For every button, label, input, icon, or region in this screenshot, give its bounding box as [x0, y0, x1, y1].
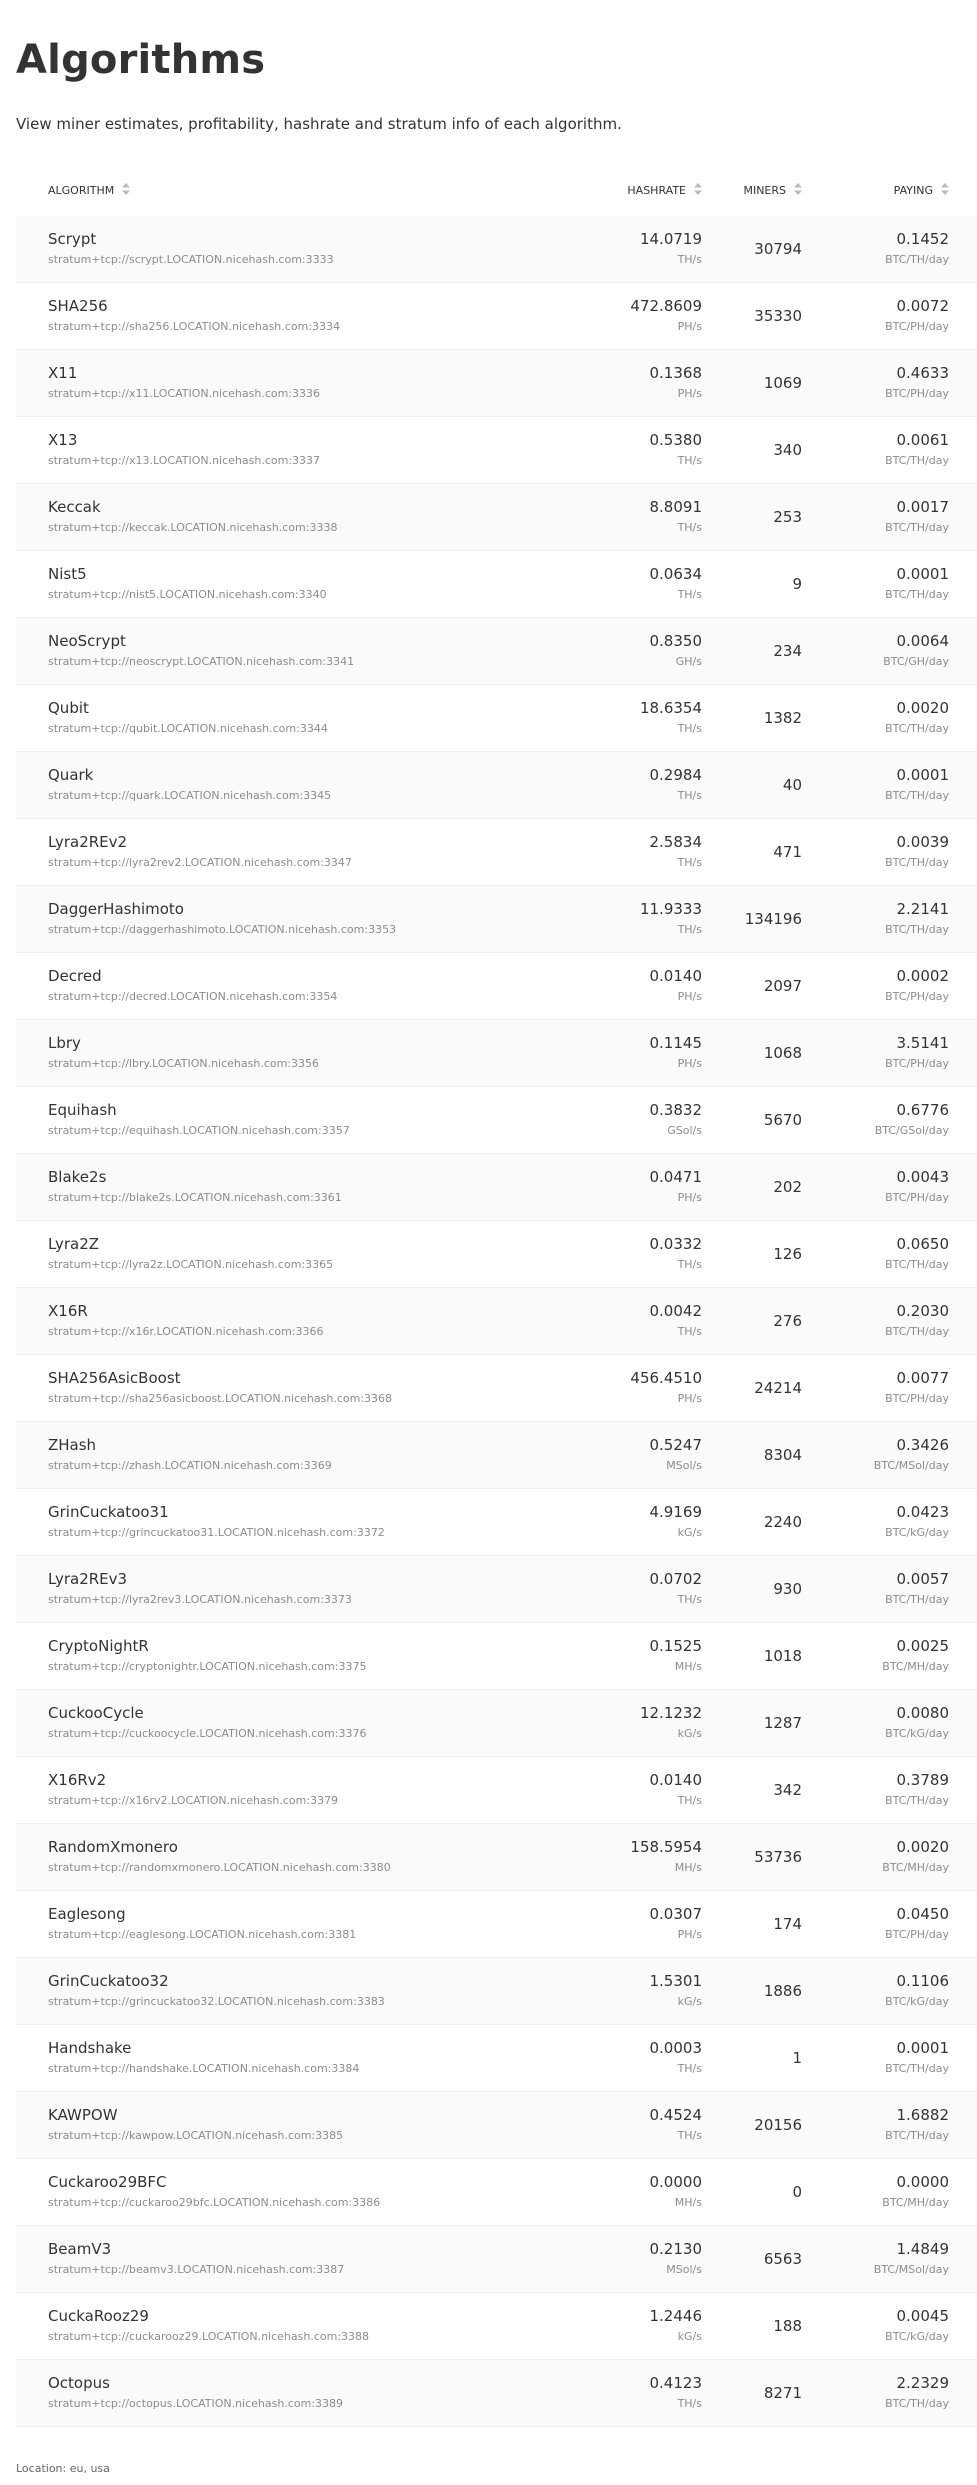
- hashrate-unit: MH/s: [674, 2196, 702, 2209]
- miners-count: 1069: [763, 374, 802, 392]
- stratum-url[interactable]: stratum+tcp://equihash.LOCATION.nicehash.com:3357: [48, 1124, 350, 1137]
- paying-value: 0.2030: [896, 1302, 949, 1320]
- paying-value: 0.3426: [896, 1436, 949, 1454]
- stratum-url[interactable]: stratum+tcp://lbry.LOCATION.nicehash.com:3356: [48, 1057, 320, 1070]
- hashrate-unit: PH/s: [677, 1928, 702, 1941]
- table-row[interactable]: [16, 1422, 977, 1489]
- algorithm-name: Lyra2REv3: [48, 1570, 128, 1588]
- hashrate-value: 0.3832: [649, 1101, 702, 1119]
- hashrate-value: 0.0332: [649, 1235, 702, 1253]
- stratum-url[interactable]: stratum+tcp://quark.LOCATION.nicehash.com:3345: [48, 789, 332, 802]
- table-row[interactable]: [16, 1221, 977, 1288]
- hashrate-value: 0.4524: [649, 2106, 702, 2124]
- sort-updown-icon: [694, 183, 702, 195]
- miners-count: 2240: [763, 1513, 802, 1531]
- paying-unit: BTC/TH/day: [885, 253, 949, 266]
- hashrate-value: 0.0471: [649, 1168, 702, 1186]
- miners-count: 20156: [754, 2116, 802, 2134]
- table-row[interactable]: [16, 1757, 977, 1824]
- hashrate-unit: TH/s: [677, 789, 702, 802]
- algorithm-name: Decred: [48, 967, 102, 985]
- hashrate-value: 0.5247: [649, 1436, 702, 1454]
- table-row[interactable]: [16, 350, 977, 417]
- hashrate-unit: MSol/s: [666, 1459, 702, 1472]
- paying-value: 0.0077: [896, 1369, 949, 1387]
- hashrate-unit: TH/s: [677, 722, 702, 735]
- header-paying-label: PAYING: [893, 184, 933, 197]
- paying-unit: BTC/MH/day: [882, 2196, 949, 2209]
- stratum-url[interactable]: stratum+tcp://grincuckatoo31.LOCATION.nicehash.com:3372: [48, 1526, 385, 1539]
- paying-value: 0.0043: [896, 1168, 949, 1186]
- paying-value: 0.0650: [896, 1235, 949, 1253]
- stratum-url[interactable]: stratum+tcp://nist5.LOCATION.nicehash.com:3340: [48, 588, 327, 601]
- paying-unit: BTC/MSol/day: [873, 1459, 949, 1472]
- page-description: View miner estimates, profitability, hashrate and stratum info of each algorithm.: [16, 115, 622, 133]
- paying-value: 0.0064: [896, 632, 949, 650]
- miners-count: 30794: [754, 240, 802, 258]
- table-row[interactable]: [16, 1824, 977, 1891]
- algorithm-name: Octopus: [48, 2374, 110, 2392]
- hashrate-unit: TH/s: [677, 1258, 702, 1271]
- paying-unit: BTC/TH/day: [885, 2129, 949, 2142]
- paying-value: 0.0020: [896, 699, 949, 717]
- miners-count: 134196: [744, 910, 802, 928]
- algorithm-name: Lyra2Z: [48, 1235, 100, 1253]
- miners-count: 53736: [754, 1848, 802, 1866]
- algorithm-name: KAWPOW: [48, 2106, 118, 2124]
- stratum-url[interactable]: stratum+tcp://randomxmonero.LOCATION.nicehash.com:3380: [48, 1861, 391, 1874]
- paying-unit: BTC/kG/day: [885, 2330, 949, 2343]
- table-row[interactable]: [16, 1690, 977, 1757]
- hashrate-value: 0.8350: [649, 632, 702, 650]
- stratum-url[interactable]: stratum+tcp://x11.LOCATION.nicehash.com:3336: [48, 387, 321, 400]
- paying-value: 0.0001: [896, 766, 949, 784]
- sort-by-miners-header[interactable]: [743, 170, 802, 216]
- hashrate-value: 456.4510: [630, 1369, 702, 1387]
- hashrate-value: 14.0719: [639, 230, 702, 248]
- miners-count: 2097: [763, 977, 802, 995]
- hashrate-value: 0.0634: [649, 565, 702, 583]
- table-row[interactable]: [16, 1958, 977, 2025]
- algorithm-name: Scrypt: [48, 230, 97, 248]
- hashrate-value: 4.9169: [649, 1503, 702, 1521]
- paying-unit: BTC/PH/day: [885, 1928, 949, 1941]
- paying-value: 0.0057: [896, 1570, 949, 1588]
- hashrate-value: 0.1145: [649, 1034, 702, 1052]
- paying-unit: BTC/PH/day: [885, 990, 949, 1003]
- hashrate-value: 1.2446: [649, 2307, 702, 2325]
- miners-count: 188: [773, 2317, 802, 2335]
- sort-updown-icon: [941, 183, 949, 195]
- table-row[interactable]: [16, 1020, 977, 1087]
- table-row[interactable]: [16, 2226, 977, 2293]
- hashrate-value: 0.1525: [649, 1637, 702, 1655]
- table-row[interactable]: [16, 216, 977, 283]
- algorithm-name: SHA256AsicBoost: [48, 1369, 181, 1387]
- hashrate-unit: TH/s: [677, 1593, 702, 1606]
- algorithm-name: RandomXmonero: [48, 1838, 178, 1856]
- sort-by-hashrate-header[interactable]: [627, 170, 702, 216]
- table-row[interactable]: [16, 1154, 977, 1221]
- stratum-url[interactable]: stratum+tcp://kawpow.LOCATION.nicehash.com:3385: [48, 2129, 344, 2142]
- paying-unit: BTC/PH/day: [885, 320, 949, 333]
- algorithm-name: X13: [48, 431, 78, 449]
- sort-updown-icon: [122, 183, 130, 195]
- miners-count: 0: [792, 2183, 802, 2201]
- miners-count: 234: [773, 642, 802, 660]
- hashrate-unit: PH/s: [677, 1057, 702, 1070]
- hashrate-value: 0.0140: [649, 967, 702, 985]
- table-row[interactable]: [16, 618, 977, 685]
- paying-unit: BTC/kG/day: [885, 1995, 949, 2008]
- paying-unit: BTC/MSol/day: [873, 2263, 949, 2276]
- algorithms-table: [16, 170, 977, 2427]
- hashrate-unit: TH/s: [677, 454, 702, 467]
- table-row[interactable]: [16, 2293, 977, 2360]
- table-row[interactable]: [16, 2092, 977, 2159]
- miners-count: 1886: [763, 1982, 802, 2000]
- paying-value: 3.5141: [896, 1034, 949, 1052]
- table-header: [16, 170, 977, 216]
- paying-value: 0.0025: [896, 1637, 949, 1655]
- stratum-url[interactable]: stratum+tcp://sha256asicboost.LOCATION.nicehash.com:3368: [48, 1392, 393, 1405]
- table-row[interactable]: [16, 1556, 977, 1623]
- paying-value: 0.0001: [896, 565, 949, 583]
- algorithm-name: X16R: [48, 1302, 88, 1320]
- miners-count: 253: [773, 508, 802, 526]
- stratum-url[interactable]: stratum+tcp://zhash.LOCATION.nicehash.com:3369: [48, 1459, 332, 1472]
- hashrate-unit: TH/s: [677, 1794, 702, 1807]
- algorithm-name: Cuckaroo29BFC: [48, 2173, 167, 2191]
- paying-value: 0.6776: [896, 1101, 949, 1119]
- stratum-url[interactable]: stratum+tcp://cryptonightr.LOCATION.nicehash.com:3375: [48, 1660, 367, 1673]
- header-miners-label: MINERS: [743, 184, 786, 197]
- paying-unit: BTC/TH/day: [885, 923, 949, 936]
- paying-value: 0.1452: [896, 230, 949, 248]
- miners-count: 1382: [763, 709, 802, 727]
- table-row[interactable]: [16, 685, 977, 752]
- algorithm-name: Qubit: [48, 699, 89, 717]
- paying-unit: BTC/GH/day: [883, 655, 949, 668]
- table-row[interactable]: [16, 752, 977, 819]
- hashrate-unit: TH/s: [677, 1325, 702, 1338]
- paying-value: 1.4849: [896, 2240, 949, 2258]
- hashrate-unit: MH/s: [674, 1861, 702, 1874]
- paying-value: 0.0002: [896, 967, 949, 985]
- paying-unit: BTC/TH/day: [885, 454, 949, 467]
- paying-unit: BTC/GSol/day: [874, 1124, 949, 1137]
- miners-count: 5670: [763, 1111, 802, 1129]
- paying-value: 0.0020: [896, 1838, 949, 1856]
- paying-unit: BTC/TH/day: [885, 856, 949, 869]
- table-row[interactable]: [16, 484, 977, 551]
- paying-unit: BTC/PH/day: [885, 1392, 949, 1405]
- paying-value: 0.0423: [896, 1503, 949, 1521]
- table-row[interactable]: [16, 1623, 977, 1690]
- miners-count: 276: [773, 1312, 802, 1330]
- algorithm-name: Lyra2REv2: [48, 833, 128, 851]
- table-row[interactable]: [16, 1891, 977, 1958]
- hashrate-unit: TH/s: [677, 2062, 702, 2075]
- paying-value: 0.0450: [896, 1905, 949, 1923]
- algorithm-name: X16Rv2: [48, 1771, 107, 1789]
- hashrate-value: 0.0140: [649, 1771, 702, 1789]
- paying-unit: BTC/MH/day: [882, 1660, 949, 1673]
- table-row[interactable]: [16, 417, 977, 484]
- hashrate-unit: PH/s: [677, 387, 702, 400]
- table-row[interactable]: [16, 283, 977, 350]
- hashrate-value: 0.5380: [649, 431, 702, 449]
- algorithm-name: X11: [48, 364, 78, 382]
- algorithm-name: Lbry: [48, 1034, 81, 1052]
- stratum-url[interactable]: stratum+tcp://lyra2rev2.LOCATION.nicehash.com:3347: [48, 856, 352, 869]
- sort-updown-icon: [794, 183, 802, 195]
- hashrate-unit: PH/s: [677, 320, 702, 333]
- hashrate-unit: TH/s: [677, 253, 702, 266]
- paying-unit: BTC/kG/day: [885, 1526, 949, 1539]
- paying-value: 0.4633: [896, 364, 949, 382]
- miners-count: 174: [773, 1915, 802, 1933]
- hashrate-value: 8.8091: [649, 498, 702, 516]
- paying-unit: BTC/TH/day: [885, 1593, 949, 1606]
- miners-count: 8304: [763, 1446, 802, 1464]
- algorithm-name: GrinCuckatoo31: [48, 1503, 169, 1521]
- hashrate-unit: TH/s: [677, 2129, 702, 2142]
- table-row[interactable]: [16, 2360, 977, 2427]
- hashrate-unit: kG/s: [677, 1526, 702, 1539]
- hashrate-value: 0.2984: [649, 766, 702, 784]
- miners-count: 202: [773, 1178, 802, 1196]
- paying-value: 0.0080: [896, 1704, 949, 1722]
- hashrate-unit: PH/s: [677, 1392, 702, 1405]
- stratum-url[interactable]: stratum+tcp://grincuckatoo32.LOCATION.nicehash.com:3383: [48, 1995, 385, 2008]
- paying-unit: BTC/TH/day: [885, 1794, 949, 1807]
- hashrate-value: 0.0702: [649, 1570, 702, 1588]
- stratum-url[interactable]: stratum+tcp://cuckaroo29bfc.LOCATION.nicehash.com:3386: [48, 2196, 381, 2209]
- hashrate-unit: MH/s: [674, 1660, 702, 1673]
- paying-unit: BTC/TH/day: [885, 722, 949, 735]
- algorithm-name: ZHash: [48, 1436, 97, 1454]
- hashrate-unit: PH/s: [677, 990, 702, 1003]
- table-row[interactable]: [16, 886, 977, 953]
- stratum-url[interactable]: stratum+tcp://decred.LOCATION.nicehash.com:3354: [48, 990, 338, 1003]
- stratum-url[interactable]: stratum+tcp://octopus.LOCATION.nicehash.com:3389: [48, 2397, 344, 2410]
- stratum-url[interactable]: stratum+tcp://keccak.LOCATION.nicehash.com:3338: [48, 521, 338, 534]
- hashrate-value: 0.1368: [649, 364, 702, 382]
- table-row[interactable]: [16, 1087, 977, 1154]
- miners-count: 126: [773, 1245, 802, 1263]
- table-row[interactable]: [16, 1489, 977, 1556]
- hashrate-value: 0.0003: [649, 2039, 702, 2057]
- header-hashrate-label: HASHRATE: [627, 184, 686, 197]
- footer-location: Location: eu, usa: [16, 2462, 110, 2475]
- miners-count: 342: [773, 1781, 802, 1799]
- hashrate-value: 0.4123: [649, 2374, 702, 2392]
- paying-value: 2.2141: [896, 900, 949, 918]
- paying-value: 1.6882: [896, 2106, 949, 2124]
- stratum-url[interactable]: stratum+tcp://daggerhashimoto.LOCATION.nicehash.com:3353: [48, 923, 397, 936]
- hashrate-value: 0.2130: [649, 2240, 702, 2258]
- stratum-url[interactable]: stratum+tcp://x16r.LOCATION.nicehash.com:3366: [48, 1325, 324, 1338]
- algorithm-name: Eaglesong: [48, 1905, 126, 1923]
- hashrate-unit: PH/s: [677, 1191, 702, 1204]
- paying-unit: BTC/PH/day: [885, 387, 949, 400]
- miners-count: 6563: [763, 2250, 802, 2268]
- hashrate-unit: GH/s: [675, 655, 702, 668]
- paying-unit: BTC/PH/day: [885, 1057, 949, 1070]
- paying-unit: BTC/TH/day: [885, 1325, 949, 1338]
- hashrate-unit: TH/s: [677, 856, 702, 869]
- stratum-url[interactable]: stratum+tcp://x13.LOCATION.nicehash.com:3337: [48, 454, 321, 467]
- stratum-url[interactable]: stratum+tcp://handshake.LOCATION.nicehash.com:3384: [48, 2062, 360, 2075]
- table-row[interactable]: [16, 1355, 977, 1422]
- hashrate-unit: kG/s: [677, 2330, 702, 2343]
- hashrate-value: 2.5834: [649, 833, 702, 851]
- algorithm-name: Keccak: [48, 498, 101, 516]
- algorithm-name: Equihash: [48, 1101, 117, 1119]
- miners-count: 35330: [754, 307, 802, 325]
- table-row[interactable]: [16, 819, 977, 886]
- algorithm-name: CuckaRooz29: [48, 2307, 149, 2325]
- hashrate-value: 11.9333: [639, 900, 702, 918]
- sort-by-paying-header[interactable]: [894, 170, 949, 216]
- hashrate-value: 158.5954: [630, 1838, 702, 1856]
- table-body: [16, 216, 977, 2427]
- miners-count: 9: [792, 575, 802, 593]
- algorithm-name: Nist5: [48, 565, 87, 583]
- hashrate-unit: kG/s: [677, 1995, 702, 2008]
- algorithm-name: DaggerHashimoto: [48, 900, 184, 918]
- algorithm-name: NeoScrypt: [48, 632, 126, 650]
- hashrate-value: 18.6354: [639, 699, 702, 717]
- table-row[interactable]: [16, 1288, 977, 1355]
- algorithm-name: Blake2s: [48, 1168, 107, 1186]
- paying-value: 0.0001: [896, 2039, 949, 2057]
- paying-unit: BTC/PH/day: [885, 1191, 949, 1204]
- paying-unit: BTC/TH/day: [885, 588, 949, 601]
- hashrate-unit: TH/s: [677, 923, 702, 936]
- paying-value: 0.0039: [896, 833, 949, 851]
- stratum-url[interactable]: stratum+tcp://scrypt.LOCATION.nicehash.com:3333: [48, 253, 334, 266]
- paying-unit: BTC/MH/day: [882, 1861, 949, 1874]
- hashrate-unit: TH/s: [677, 521, 702, 534]
- algorithm-name: Handshake: [48, 2039, 132, 2057]
- paying-value: 2.2329: [896, 2374, 949, 2392]
- hashrate-unit: TH/s: [677, 588, 702, 601]
- miners-count: 930: [773, 1580, 802, 1598]
- paying-value: 0.3789: [896, 1771, 949, 1789]
- miners-count: 340: [773, 441, 802, 459]
- miners-count: 1: [792, 2049, 802, 2067]
- stratum-url[interactable]: stratum+tcp://beamv3.LOCATION.nicehash.com:3387: [48, 2263, 345, 2276]
- stratum-url[interactable]: stratum+tcp://lyra2rev3.LOCATION.nicehash.com:3373: [48, 1593, 352, 1606]
- hashrate-value: 0.0000: [649, 2173, 702, 2191]
- paying-unit: BTC/TH/day: [885, 521, 949, 534]
- paying-unit: BTC/TH/day: [885, 2062, 949, 2075]
- algorithm-name: GrinCuckatoo32: [48, 1972, 169, 1990]
- miners-count: 24214: [754, 1379, 802, 1397]
- miners-count: 8271: [763, 2384, 802, 2402]
- table-row[interactable]: [16, 551, 977, 618]
- algorithm-name: SHA256: [48, 297, 108, 315]
- hashrate-value: 0.0307: [649, 1905, 702, 1923]
- paying-value: 0.0072: [896, 297, 949, 315]
- paying-value: 0.0017: [896, 498, 949, 516]
- paying-value: 0.1106: [896, 1972, 949, 1990]
- paying-unit: BTC/TH/day: [885, 2397, 949, 2410]
- table-row[interactable]: [16, 2025, 977, 2092]
- hashrate-unit: MSol/s: [666, 2263, 702, 2276]
- miners-count: 1018: [763, 1647, 802, 1665]
- miners-count: 471: [773, 843, 802, 861]
- paying-value: 0.0045: [896, 2307, 949, 2325]
- header-algorithm-label: ALGORITHM: [48, 184, 115, 197]
- hashrate-unit: TH/s: [677, 2397, 702, 2410]
- miners-count: 40: [782, 776, 802, 794]
- algorithm-name: CryptoNightR: [48, 1637, 149, 1655]
- hashrate-unit: GSol/s: [667, 1124, 702, 1137]
- paying-unit: BTC/kG/day: [885, 1727, 949, 1740]
- paying-value: 0.0061: [896, 431, 949, 449]
- stratum-url[interactable]: stratum+tcp://blake2s.LOCATION.nicehash.com:3361: [48, 1191, 342, 1204]
- hashrate-value: 472.8609: [630, 297, 702, 315]
- algorithm-name: BeamV3: [48, 2240, 112, 2258]
- stratum-url[interactable]: stratum+tcp://x16rv2.LOCATION.nicehash.com:3379: [48, 1794, 339, 1807]
- hashrate-value: 0.0042: [649, 1302, 702, 1320]
- sort-by-algorithm-header[interactable]: [48, 170, 130, 216]
- paying-unit: BTC/TH/day: [885, 789, 949, 802]
- algorithm-name: CuckooCycle: [48, 1704, 144, 1722]
- hashrate-value: 1.5301: [649, 1972, 702, 1990]
- paying-value: 0.0000: [896, 2173, 949, 2191]
- table-row[interactable]: [16, 2159, 977, 2226]
- stratum-url[interactable]: stratum+tcp://lyra2z.LOCATION.nicehash.com:3365: [48, 1258, 334, 1271]
- stratum-url[interactable]: stratum+tcp://cuckoocycle.LOCATION.nicehash.com:3376: [48, 1727, 367, 1740]
- stratum-url[interactable]: stratum+tcp://qubit.LOCATION.nicehash.com:3344: [48, 722, 328, 735]
- table-row[interactable]: [16, 953, 977, 1020]
- stratum-url[interactable]: stratum+tcp://sha256.LOCATION.nicehash.com:3334: [48, 320, 340, 333]
- hashrate-value: 12.1232: [639, 1704, 702, 1722]
- miners-count: 1287: [763, 1714, 802, 1732]
- stratum-url[interactable]: stratum+tcp://neoscrypt.LOCATION.nicehash.com:3341: [48, 655, 355, 668]
- hashrate-unit: kG/s: [677, 1727, 702, 1740]
- page-title: Algorithms: [16, 37, 266, 83]
- paying-unit: BTC/TH/day: [885, 1258, 949, 1271]
- stratum-url[interactable]: stratum+tcp://eaglesong.LOCATION.nicehash.com:3381: [48, 1928, 357, 1941]
- stratum-url[interactable]: stratum+tcp://cuckarooz29.LOCATION.nicehash.com:3388: [48, 2330, 370, 2343]
- miners-count: 1068: [763, 1044, 802, 1062]
- algorithm-name: Quark: [48, 766, 94, 784]
